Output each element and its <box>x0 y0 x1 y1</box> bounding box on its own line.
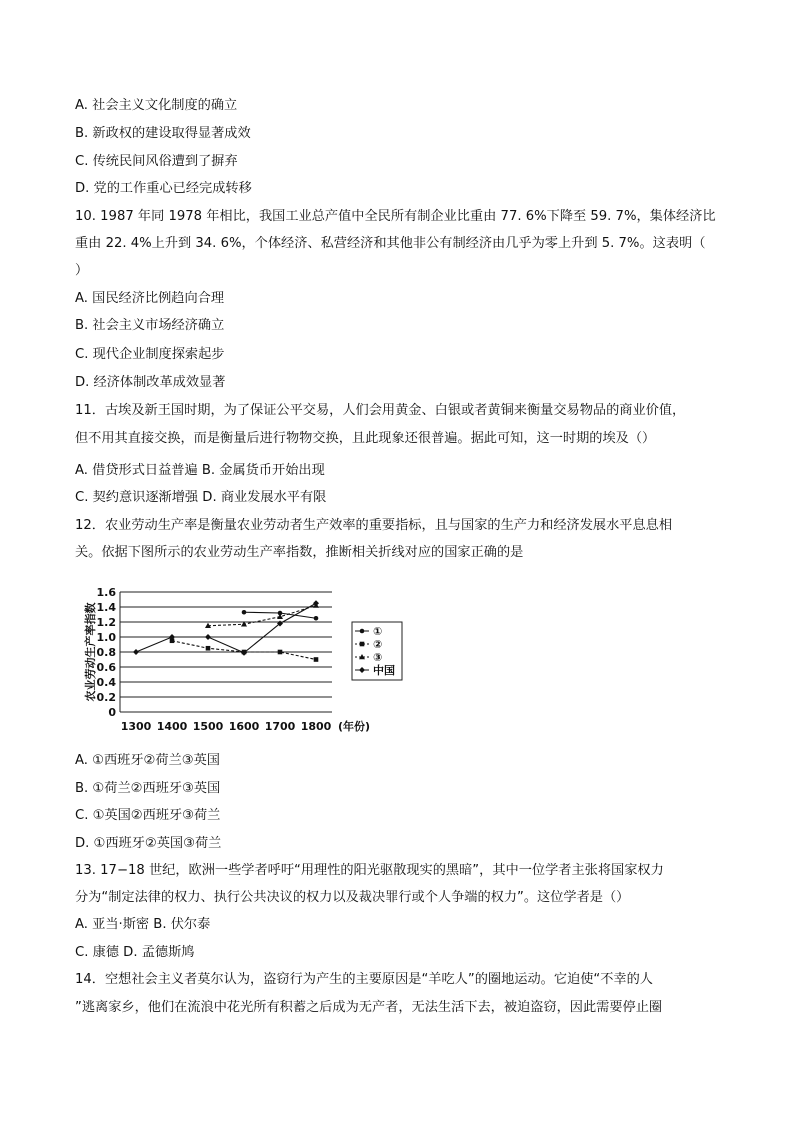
q10-option-c: C. 现代企业制度探索起步 <box>75 347 225 362</box>
x-tick-label: 1400 <box>156 720 188 733</box>
data-point <box>314 657 319 662</box>
series-line <box>136 603 316 653</box>
series-3 <box>205 603 319 628</box>
x-tick-label: 1700 <box>264 720 296 733</box>
legend-label: ② <box>373 638 383 651</box>
q9-option-a: A. 社会主义文化制度的确立 <box>75 98 238 113</box>
q12-stem-line-2: 关。依据下图所示的农业劳动生产率指数，推断相关折线对应的国家正确的是 <box>75 545 524 560</box>
q10-option-b: B. 社会主义市场经济确立 <box>75 318 225 333</box>
y-tick-label: 0.6 <box>96 661 116 674</box>
y-tick-label: 0.2 <box>96 691 116 704</box>
y-tick-label: 0 <box>108 706 116 719</box>
q10-option-d: D. 经济体制改革成效显著 <box>75 375 226 390</box>
data-point <box>314 616 319 621</box>
productivity-index-chart <box>82 580 395 740</box>
x-tick-label: 1800 <box>300 720 332 733</box>
legend-label: 中国 <box>373 664 395 677</box>
legend-label: ③ <box>373 651 383 664</box>
legend-marker <box>360 642 365 647</box>
data-point <box>278 650 283 655</box>
series-layer <box>133 600 319 662</box>
y-axis-label: 农业劳动生产率指数 <box>84 602 97 702</box>
legend-label: ① <box>373 625 383 638</box>
q11-option-cd: C. 契约意识逐渐增强 D. 商业发展水平有限 <box>75 490 327 505</box>
y-tick-labels <box>97 586 117 719</box>
x-axis-label: (年份) <box>338 720 371 733</box>
q10-stem-line-3: ） <box>75 263 89 278</box>
data-point <box>242 610 247 615</box>
y-tick-label: 0.4 <box>96 676 116 689</box>
q11-option-ab: A. 借贷形式日益普遍 B. 金属货币开始出现 <box>75 463 325 478</box>
y-tick-label: 0.8 <box>96 646 116 659</box>
chart-legend <box>352 622 402 680</box>
q9-option-d: D. 党的工作重心已经完成转移 <box>75 181 252 196</box>
legend-marker <box>360 629 365 634</box>
data-point <box>205 634 211 640</box>
q11-stem-line-2: 但不用其直接交换，而是衡量后进行物物交换，且此现象还很普遍。据此可知，这一时期的埃及（） <box>75 431 656 446</box>
q14-stem-line-1: 14．空想社会主义者莫尔认为，盗窃行为产生的主要原因是“羊吃人”的圈地运动。它迫使“不幸的人 <box>75 972 653 987</box>
q13-option-ab: A. 亚当·斯密 B. 伏尔泰 <box>75 917 211 932</box>
x-tick-label: 1600 <box>228 720 260 733</box>
q14-stem-line-2: ”逃离家乡，他们在流浪中花光所有积蓄之后成为无产者，无法生活下去，被迫盗窃，因此需要停止圈 <box>75 1000 663 1015</box>
q9-option-b: B. 新政权的建设取得显著成效 <box>75 126 251 141</box>
grid-lines <box>120 592 332 712</box>
q10-stem-line-1: 10. 1987 年同 1978 年相比，我国工业总产值中全民所有制企业比重由 77. 6%下降至 59. 7%，集体经济比 <box>75 209 716 224</box>
q12-option-d: D. ①西班牙②英国③荷兰 <box>75 836 222 851</box>
q11-stem-line-1: 11．古埃及新王国时期，为了保证公平交易，人们会用黄金、白银或者黄铜来衡量交易物品的商业价值， <box>75 403 686 418</box>
data-point <box>313 600 319 606</box>
q12-option-b: B. ①荷兰②西班牙③英国 <box>75 781 221 796</box>
data-point <box>277 614 283 619</box>
q10-option-a: A. 国民经济比例趋向合理 <box>75 291 225 306</box>
q12-option-c: C. ①英国②西班牙③荷兰 <box>75 808 221 823</box>
y-tick-label: 1.2 <box>96 616 116 629</box>
x-tick-labels <box>121 720 332 733</box>
data-point <box>133 649 139 655</box>
x-tick-label: 1300 <box>120 720 152 733</box>
x-tick-label: 1500 <box>192 720 224 733</box>
y-tick-label: 1.4 <box>96 601 116 614</box>
q13-stem-line-1: 13. 17−18 世纪，欧洲一些学者呼吁“用理性的阳光驱散现实的黑暗”，其中一位学者主张将国家权力 <box>75 863 664 878</box>
data-point <box>206 646 211 651</box>
series-4 <box>133 600 319 656</box>
q10-stem-line-2: 重由 22. 4%上升到 34. 6%，个体经济、私营经济和其他非公有制经济由几乎为零上升到 5. 7%。这表明（ <box>75 236 706 251</box>
q13-option-cd: C. 康德 D. 孟德斯鸠 <box>75 945 195 960</box>
q12-option-a: A. ①西班牙②荷兰③英国 <box>75 753 220 768</box>
y-tick-label: 1.6 <box>96 586 116 599</box>
q13-stem-line-2: 分为“制定法律的权力、执行公共决议的权力以及裁决罪行或个人争端的权力”。这位学者是（） <box>75 890 630 905</box>
q12-stem-line-1: 12．农业劳动生产率是衡量农业劳动者生产效率的重要指标，且与国家的生产力和经济发展水平息息相 <box>75 518 673 533</box>
y-tick-label: 1.0 <box>96 631 116 644</box>
q9-option-c: C. 传统民间风俗遭到了摒弃 <box>75 154 238 169</box>
